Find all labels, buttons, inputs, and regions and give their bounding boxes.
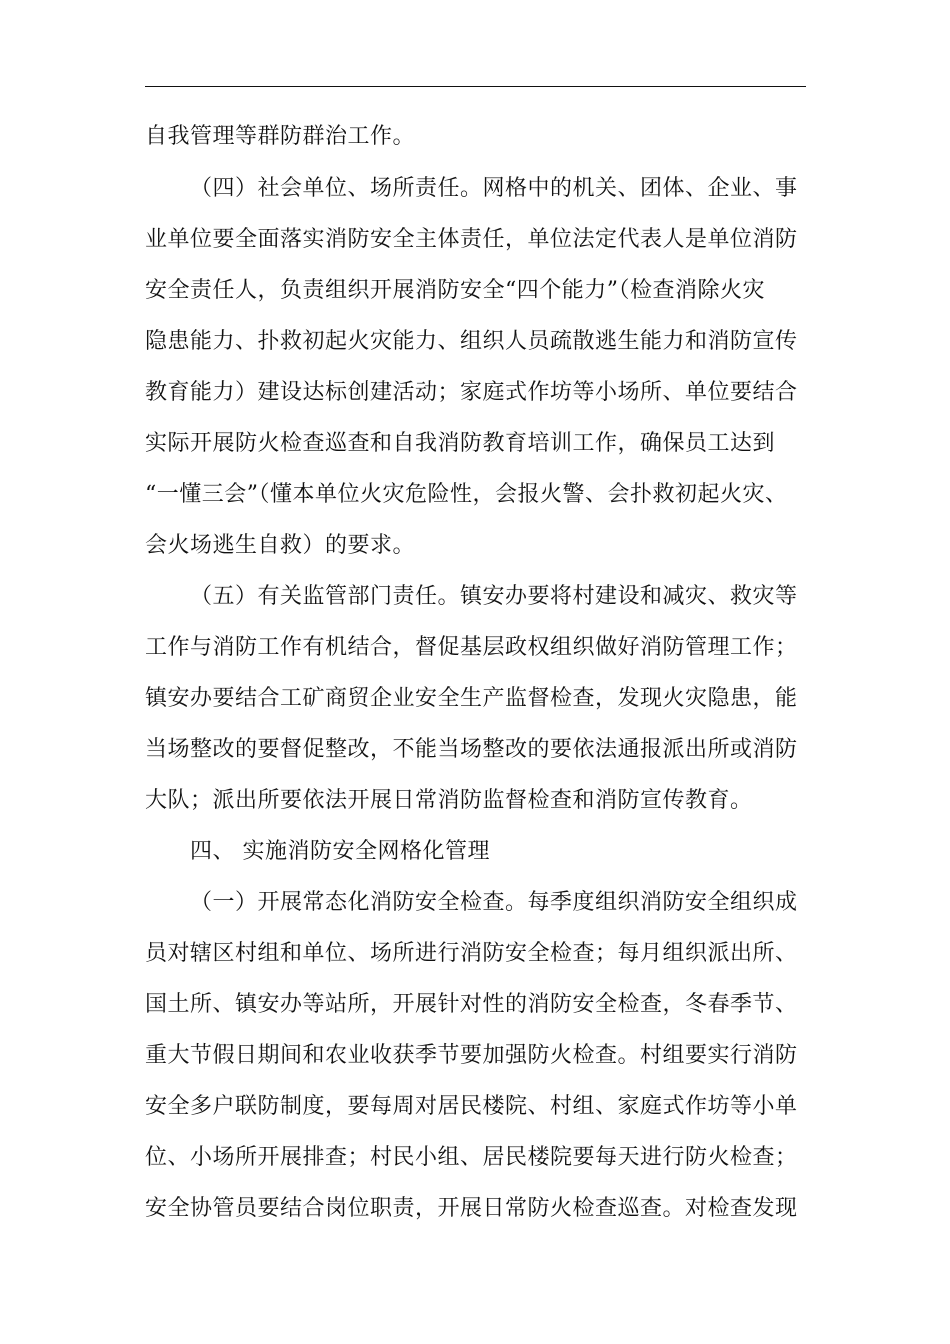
text-line: 安全多户联防制度，要每周对居民楼院、村组、家庭式作坊等小单 <box>145 1094 798 1119</box>
text-line: 会火场逃生自救）的要求。 <box>145 533 416 558</box>
section-heading: 四、 实施消防安全网格化管理 <box>190 839 490 864</box>
text-line: 员对辖区村组和单位、场所进行消防安全检查；每月组织派出所、 <box>145 941 798 966</box>
text-line: 安全协管员要结合岗位职责，开展日常防火检查巡查。对检查发现 <box>145 1196 798 1221</box>
text-line: 实际开展防火检查巡查和自我消防教育培训工作，确保员工达到 <box>145 431 776 456</box>
text-line: 位、小场所开展排查；村民小组、居民楼院要每天进行防火检查； <box>145 1145 798 1170</box>
text-line: （五）有关监管部门责任。镇安办要将村建设和减灾、救灾等 <box>190 584 798 609</box>
text-line: （四）社会单位、场所责任。网格中的机关、团体、企业、事 <box>190 176 798 201</box>
text-line: 重大节假日期间和农业收获季节要加强防火检查。村组要实行消防 <box>145 1043 798 1068</box>
text-line: 安全责任人，负责组织开展消防安全“四个能力”（检查消除火灾 <box>145 278 765 303</box>
text-line: 镇安办要结合工矿商贸企业安全生产监督检查，发现火灾隐患，能 <box>145 686 798 711</box>
text-line: 隐患能力、扑救初起火灾能力、组织人员疏散逃生能力和消防宣传 <box>145 329 798 354</box>
text-line: 教育能力）建设达标创建活动；家庭式作坊等小场所、单位要结合 <box>145 380 798 405</box>
text-line: 国土所、镇安办等站所，开展针对性的消防安全检查，冬春季节、 <box>145 992 798 1017</box>
header-rule <box>145 86 806 87</box>
text-line: 业单位要全面落实消防安全主体责任，单位法定代表人是单位消防 <box>145 227 798 252</box>
text-line: 当场整改的要督促整改，不能当场整改的要依法通报派出所或消防 <box>145 737 798 762</box>
text-line: “一懂三会”（懂本单位火灾危险性，会报火警、会扑救初起火灾、 <box>145 482 788 507</box>
text-line: 大队；派出所要依法开展日常消防监督检查和消防宣传教育。 <box>145 788 753 813</box>
text-line: （一）开展常态化消防安全检查。每季度组织消防安全组织成 <box>190 890 798 915</box>
text-line: 自我管理等群防群治工作。 <box>145 124 416 149</box>
text-line: 工作与消防工作有机结合，督促基层政权组织做好消防管理工作； <box>145 635 798 660</box>
